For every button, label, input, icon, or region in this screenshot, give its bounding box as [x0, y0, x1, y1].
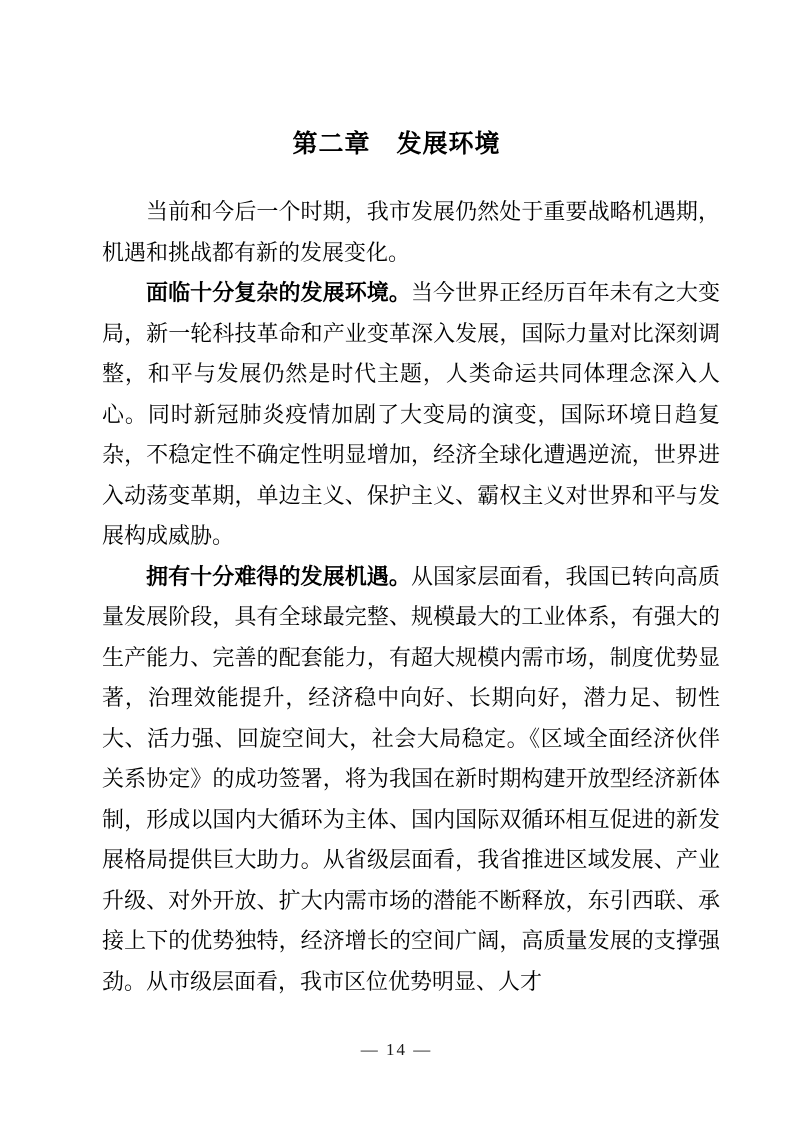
paragraph-text: 从国家层面看，我国已转向高质量发展阶段，具有全球最完整、规模最大的工业体系，有强大的生产能力、完善的配套能力，有超大规模内需市场，制度优势显著，治理效能提升，经济稳中向好、长期向好，潜力足、韧性大、活力强、回旋空间大，社会大局稳定。《区域全面经济伙伴关系协定》的成功签署，将为我国在新时期构建开放型经济新体制，形成以国内大循环为主体、国内国际双循环相互促进的新发展格局提供巨大助力。从省级层面看，我省推进区域发展、产业升级、对外开放、扩大内需市场的潜能不断释放，东引西联、承接上下的优势独特，经济增长的空间广阔，高质量发展的支撑强劲。从市级层面看，我市区位优势明显、人才 — [102, 563, 720, 994]
paragraph-lead: 拥有十分难得的发展机遇。 — [146, 563, 411, 589]
document-body — [102, 192, 720, 1002]
paragraph — [102, 192, 720, 273]
paragraph-text: 当前和今后一个时期，我市发展仍然处于重要战略机遇期，机遇和挑战都有新的发展变化。 — [102, 199, 720, 265]
page-number: — 14 — — [360, 1040, 433, 1059]
paragraph — [102, 557, 720, 1003]
chapter-title: 第二章 发展环境 — [292, 131, 501, 158]
paragraph — [102, 273, 720, 557]
paragraph-text: 当今世界正经历百年未有之大变局，新一轮科技革命和产业变革深入发展，国际力量对比深刻调整，和平与发展仍然是时代主题，人类命运共同体理念深入人心。同时新冠肺炎疫情加剧了大变局的演变，国际环境日趋复杂，不稳定性不确定性明显增加，经济全球化遭遇逆流，世界进入动荡变革期，单边主义、保护主义、霸权主义对世界和平与发展构成威胁。 — [102, 280, 720, 548]
paragraph-lead: 面临十分复杂的发展环境。 — [146, 280, 411, 305]
